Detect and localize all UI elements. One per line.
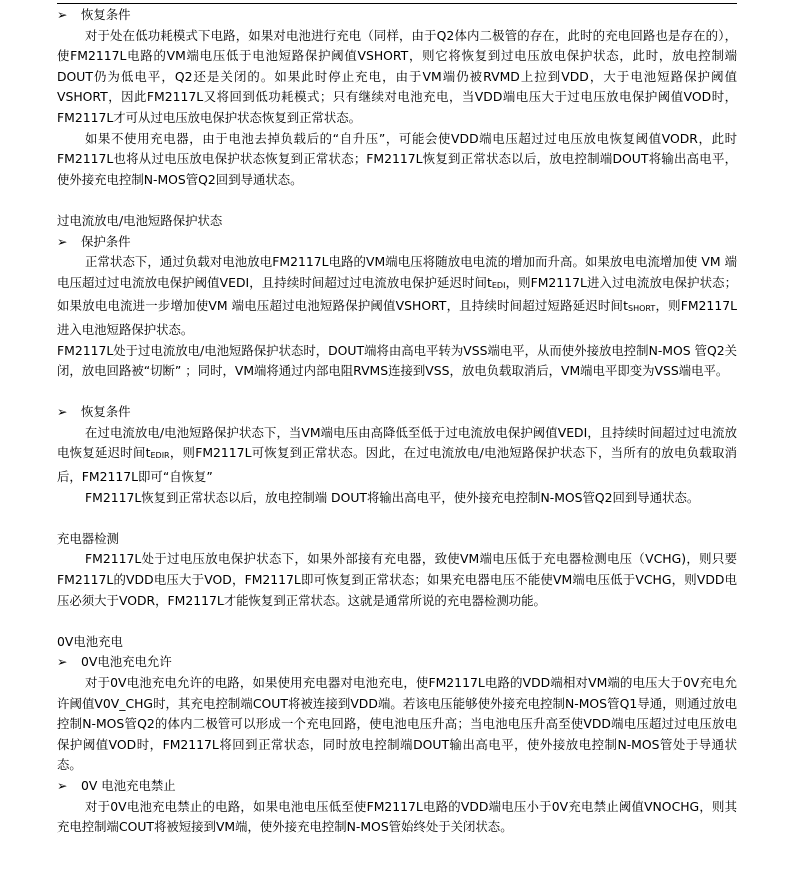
paragraph-dout-high: FM2117L恢复到正常状态以后，放电控制端 DOUT将输出高电平，使外接充电控制N-MOS管Q2回到导通状态。 (85, 489, 700, 505)
subscript-short: SHORT (628, 304, 656, 314)
paragraph-low-power-recovery: 对于处在低功耗模式下电路，如果对电池进行充电（同样，由于Q2体内二极管的存在，此时的充电回路也是存在的），使FM2117L电路的VM端电压低于电池短路保护阈值VSHORT，则它将恢复到过电压放电保护状态，此时，放电控制端DOUT仍为低电平，Q2还是关闭的。如果此时停止充电，由于VM端仍被RVMD上拉到VDD，大于电池短路保护阈值VSHORT，因此FM2117L又将回到低功耗模式；只有继续对电池充电，当VDD端电压大于过电压放电保护阈值VOD时，FM2117L才可从过电压放电保护状态恢复到正常状态。 (57, 27, 737, 125)
text-segment: 正常状态下，通过负载对电池放电FM2117L电路的VM端电压将随放电电流的增加而升高。如果放电电流增加使 VM 端电压超过过电流放电保护阈值VEDI，且持续时间超过过电流放电保护延迟时间t (57, 254, 737, 290)
subscript-edi: EDI (491, 280, 506, 290)
bullet-recovery-condition-2: ➢ 恢复条件 (57, 402, 737, 423)
paragraph-overcurrent-recovery (57, 423, 737, 488)
text-segment: ，则FM2117L进入电池短路保护状态。 (57, 298, 737, 337)
paragraph-overcurrent-state: FM2117L处于过电流放电/电池短路保护状态时，DOUT端将由高电平转为VSS端电平，从而使外接放电控制N-MOS 管Q2关闭，放电回路被“切断” ；同时，VM端将通过内部电阻RVMS连接到VSS，放电负载取消后，VM端电平即变为VSS端电平。 (57, 342, 737, 379)
document-body (57, 5, 737, 838)
bullet-recovery-condition-1: ➢ 恢复条件 (57, 5, 737, 26)
bullet-0v-charge-inhibited: ➢ 0V 电池充电禁止 (57, 776, 737, 797)
text-segment: 在过电流放电/电池短路保护状态下，当VM端电压由高降低至低于过电流放电保护阈值VEDI，且持续时间超过过电流放电恢复延迟时间t (57, 424, 737, 461)
heading-charger-detection: 充电器检测 (57, 530, 119, 546)
subscript-edir: EDIR (150, 451, 170, 461)
paragraph-0v-charge-inhibited: 对于0V电池充电禁止的电路，如果电池电压低至使FM2117L电路的VDD端电压小于0V充电禁止阈值VNOCHG，则其充电控制端COUT将被短接到VM端，使外接充电控制N-MOS管始终处于关闭状态。 (57, 798, 737, 835)
section-gap (57, 382, 737, 403)
section-gap (57, 190, 737, 211)
section-gap (57, 611, 737, 632)
paragraph-self-boost-recovery: 如果不使用充电器，由于电池去掉负载后的“自升压”，可能会使VDD端电压超过过电压放电恢复阈值VODR，此时FM2117L也将从过电压放电保护状态恢复到正常状态；FM2117L恢复到正常状态以后，放电控制端DOUT将输出高电平，使外接充电控制N-MOS管Q2回到导通状态。 (57, 130, 737, 187)
paragraph-0v-charge-allowed: 对于0V电池充电允许的电路，如果使用充电器对电池充电，使FM2117L电路的VDD端相对VM端的电压大于0V充电允许阈值V0V_CHG时，其充电控制端COUT将被连接到VDD端。若该电压能够使外接充电控制N-MOS管Q1导通，则通过放电控制N-MOS管Q2的体内二极管可以形成一个充电回路，使电池电压升高；当电池电压升高至使VDD端电压超过过电压放电保护阈值VOD时，FM2117L将回到正常状态，同时放电控制端DOUT输出高电平，使外接放电控制N-MOS管处于导通状态。 (57, 675, 737, 773)
heading-0v-charging: 0V电池充电 (57, 633, 123, 649)
paragraph-overcurrent-condition (57, 252, 737, 340)
bullet-protection-condition: ➢ 保护条件 (57, 232, 737, 253)
text-segment: ，则FM2117L可恢复到正常状态。因此，在过电流放电/电池短路保护状态下，当所有的放电负载取消后，FM2117L即可“自恢复” (57, 445, 737, 485)
header-rule (57, 3, 737, 4)
heading-overcurrent-protection: 过电流放电/电池短路保护状态 (57, 212, 223, 228)
paragraph-charger-detection: FM2117L处于过电压放电保护状态下，如果外部接有充电器，致使VM端电压低于充电器检测电压（VCHG)，则只要FM2117L的VDD电压大于VOD，FM2117L即可恢复到正常状态；如果充电器电压不能使VM端电压低于VCHG，则VDD电压必须大于VODR，FM2117L才能恢复到正常状态。这就是通常所说的充电器检测功能。 (57, 551, 737, 608)
text-segment: ，则FM2117L进入过电流放电保护状态；如果放电电流进一步增加使VM 端电压超过电池短路保护阈值VSHORT，且持续时间超过短路延迟时间t (57, 274, 737, 314)
bullet-0v-charge-allowed: ➢ 0V电池充电允许 (57, 652, 737, 673)
section-gap (57, 508, 737, 529)
